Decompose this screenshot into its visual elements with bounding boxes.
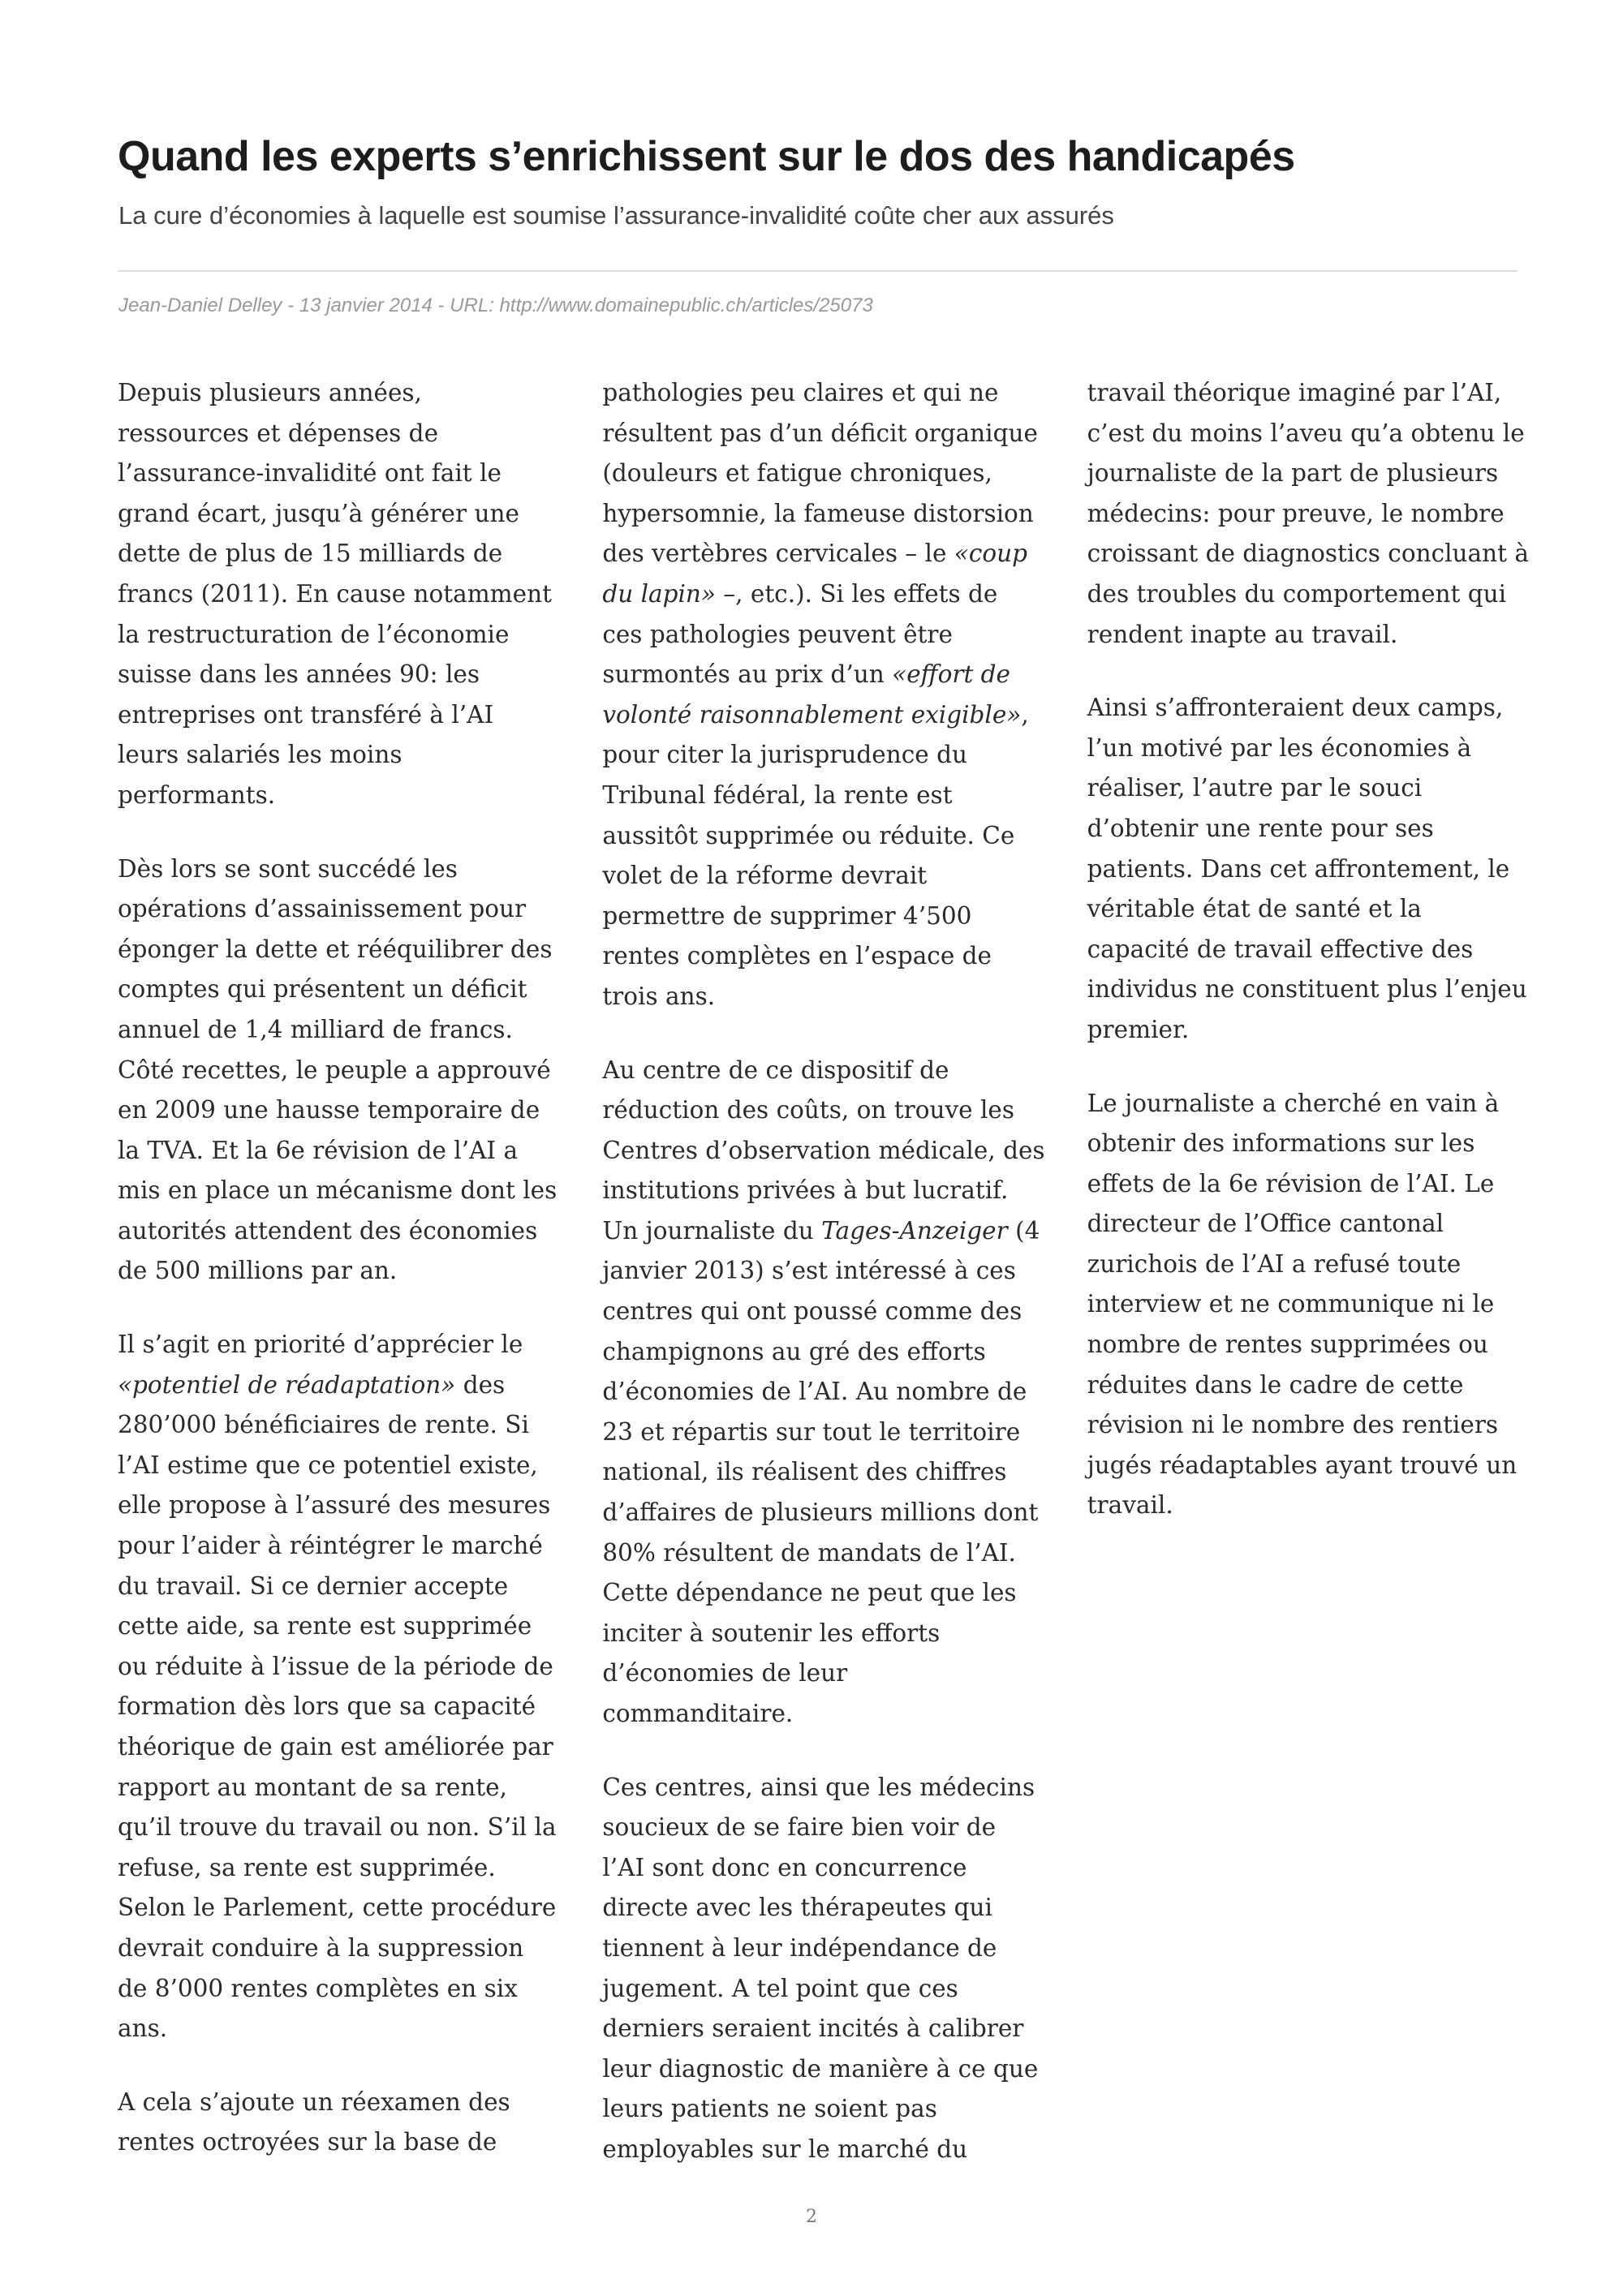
paragraph-4-text-a: A cela s’ajoute un réexamen des rentes octroyées sur la base de pathologies peu claires et qui ne résultent pas d’un déficit organique (douleurs et fatigue chroniques, hypersomnie, la fameuse distorsion des vertèbres cervicales – le xyxy=(118,379,1038,2156)
article-meta: Jean-Daniel Delley - 13 janvier 2014 - URL: http://www.domainepublic.ch/articles/25073 xyxy=(118,295,873,316)
paragraph-3 xyxy=(118,1325,560,2049)
article-subtitle: La cure d’économies à laquelle est soumise l’assurance-invalidité coûte cher aux assurés xyxy=(118,201,1114,230)
paragraph-7: Ainsi s’affronteraient deux camps, l’un motivé par les économies à réaliser, l’autre par le souci d’obtenir une rente pour ses patients. Dans cet affrontement, le véritable état de santé et la capacité de travail effective des individus ne constituent plus l’enjeu premier. xyxy=(1087,694,1527,1043)
paragraph-4-text-b: –, etc.). Si les effets de ces pathologies peuvent être surmontés au prix d’un xyxy=(602,579,998,689)
article-title: Quand les experts s’enrichissent sur le dos des handicapés xyxy=(118,133,1295,180)
paragraph-5-text-a: Au centre de ce dispositif de réduction des coûts, on trouve les Centres d’observation médicale, des institutions privées à but lucratif. Un journaliste du xyxy=(602,1056,1045,1245)
article-body xyxy=(118,373,1530,2182)
paragraph-5-text-b: (4 janvier 2013) s’est intéressé à ces centres qui ont poussé comme des champignons au gré des efforts d’économies de l’AI. Au nombre de 23 et répartis sur tout le territoire national, ils réalisent des chiffres d’affaires de plusieurs millions dont 80% résultent de mandats de l’AI. Cette dépendance ne peut que les inciter à soutenir les efforts d’économies de leur commanditaire. xyxy=(602,1216,1040,1727)
paragraph-4-text-c: , pour citer la jurisprudence du Tribunal fédéral, la rente est aussitôt supprimée ou réduite. Ce volet de la réforme devrait permettre de supprimer 4’500 rentes complètes en l’espace de trois ans. xyxy=(602,700,1029,1010)
paragraph-3-emphasis: «potentiel de réadaptation» xyxy=(118,1370,456,1399)
page-number: 2 xyxy=(806,2207,817,2227)
paragraph-3-text-b: des 280’000 bénéficiaires de rente. Si l’AI estime que ce potentiel existe, elle propose à l’assuré des mesures pour l’aider à réintégrer le marché du travail. Si ce dernier accepte cette aide, sa rente est supprimée ou réduite à l’issue de la période de formation dès lors que sa capacité théorique de gain est améliorée par rapport au montant de sa rente, qu’il trouve du travail ou non. S’il la refuse, sa rente est supprimée. Selon le Parlement, cette procédure devrait conduire à la suppression de 8’000 rentes complètes en six ans. xyxy=(118,1370,557,2043)
paragraph-8: Le journaliste a cherché en vain à obtenir des informations sur les effets de la 6e révision de l’AI. Le directeur de l’Office cantonal zurichois de l’AI a refusé toute interview et ne communique ni le nombre de rentes supprimées ou réduites dans le cadre de cette révision ni le nombre des rentiers jugés réadaptables ayant trouvé un travail. xyxy=(1087,1089,1518,1520)
paragraph-5 xyxy=(602,1051,1044,1735)
paragraph-3-text-a: Il s’agit en priorité d’apprécier le xyxy=(118,1331,523,1359)
paragraph-6: Ces centres, ainsi que les médecins soucieux de se faire bien voir de l’AI sont donc en concurrence directe avec les thérapeutes qui tiennent à leur indépendance de jugement. A tel point que ces derniers seraient incités à calibrer leur diagnostic de manière à ce que leurs patients ne soient pas employables sur le marché du travail théorique imaginé par l’AI, c’est du moins l’aveu qu’a obtenu le journaliste de la part de plusieurs médecins: pour preuve, le nombre croissant de diagnostics concluant à des troubles du comportement qui rendent inapte au travail. xyxy=(602,379,1529,2163)
paragraph-5-emphasis: Tages-Anzeiger xyxy=(821,1216,1008,1245)
paragraph-2: Dès lors se sont succédé les opérations d’assainissement pour éponger la dette et rééquilibrer des comptes qui présentent un déficit annuel de 1,4 milliard de francs. Côté recettes, le peuple a approuvé en 2009 une hausse temporaire de la TVA. Et la 6e révision de l’AI a mis en place un mécanisme dont les autorités attendent des économies de 500 millions par an. xyxy=(118,854,558,1285)
paragraph-4-emphasis-1: «coup du lapin» xyxy=(602,540,1028,608)
paragraph-4-emphasis-2: «effort de volonté raisonnablement exigible» xyxy=(602,660,1022,729)
paragraph-1: Depuis plusieurs années, ressources et dépenses de l’assurance-invalidité ont fait le grand écart, jusqu’à générer une dette de plus de 15 milliards de francs (2011). En cause notamment la restructuration de l’économie suisse dans les années 90: les entreprises ont transféré à l’AI leurs salariés les moins performants. xyxy=(118,379,552,809)
header-divider xyxy=(118,270,1518,272)
